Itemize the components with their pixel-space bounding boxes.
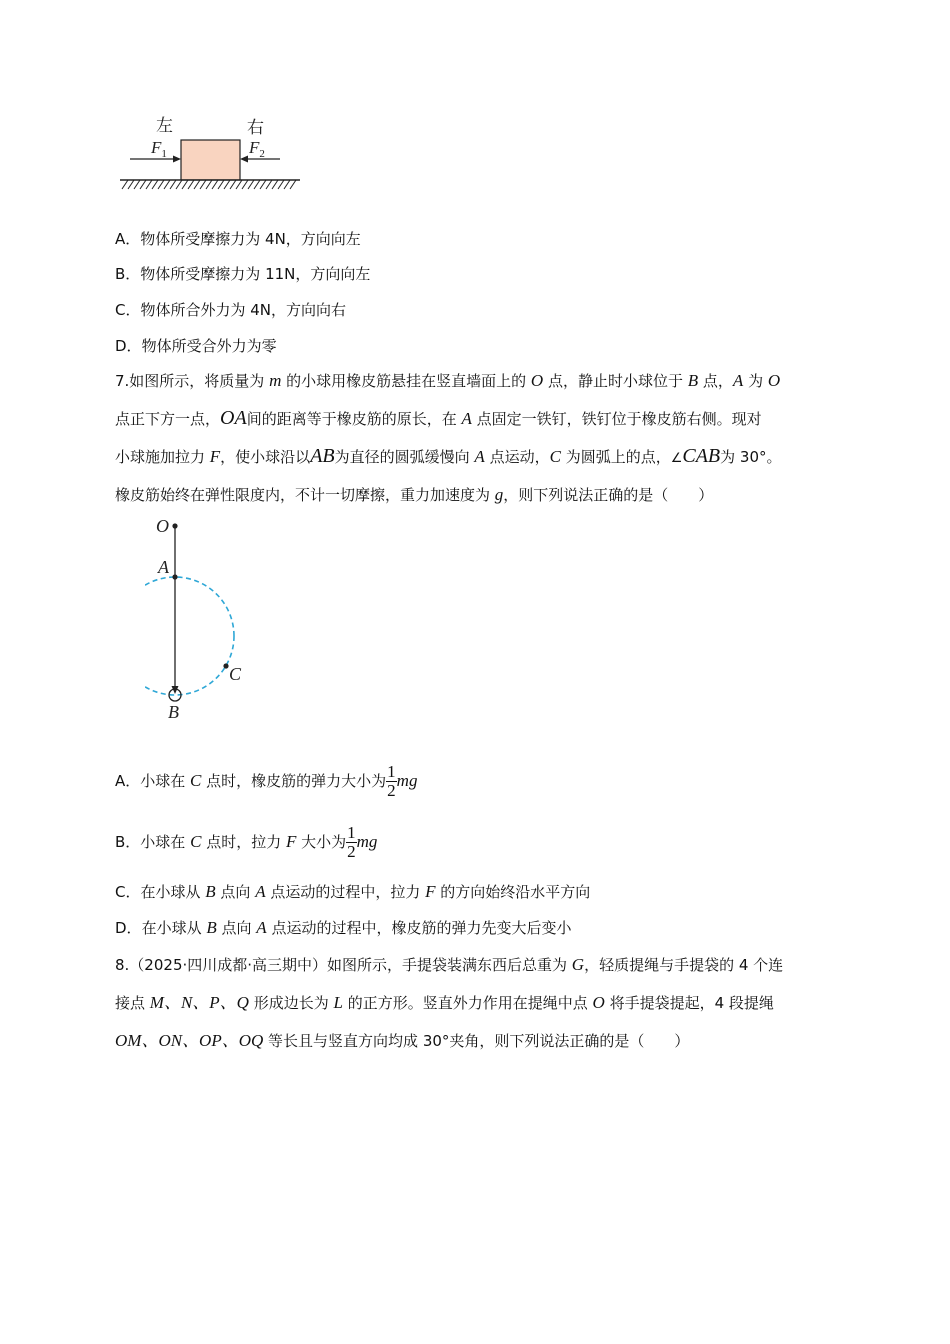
label-f1: $F_1$ [151, 138, 167, 160]
label-right: 右 [247, 118, 264, 138]
q7-option-c: C．在小球从 B 点向 A 点运动的过程中，拉力 F 的方向始终沿水平方向 [115, 882, 591, 901]
block [181, 140, 240, 180]
block-force-figure [118, 110, 303, 195]
label-b: B [168, 702, 179, 722]
force-f2-arrowhead [240, 156, 248, 163]
q6-option-b: B．物体所受摩擦力为 11N，方向向左 [115, 265, 371, 283]
q8-stem-line-1: 8.（2025·四川成都·高三期中）如图所示，手提袋装满东西后总重为 G，轻质提绳与手提袋的 4 个连 [115, 955, 784, 974]
q8-stem-line-3: OM、ON、OP、OQ 等长且与竖直方向均成 30°夹角，则下列说法正确的是（ ） [115, 1031, 690, 1050]
point-c-dot [223, 663, 228, 668]
q7-stem-line-4: 橡皮筋始终在弹性限度内，不计一切摩擦，重力加速度为 g，则下列说法正确的是（ ） [115, 485, 714, 504]
q7-stem-line-1: 7.如图所示，将质量为 m 的小球用橡皮筋悬挂在竖直墙面上的 O 点，静止时小球位于 B 点，A 为 O [115, 371, 781, 390]
q7-option-b: B．小球在 C 点时，拉力 F 大小为 $\frac{1}{2}$ mg [115, 823, 378, 861]
fraction-one-half: $\frac{1}{2}$ [387, 762, 396, 800]
point-a-dot [172, 574, 177, 579]
force-f1-arrowhead [173, 156, 181, 163]
arc-circle [145, 577, 234, 695]
point-o-dot [172, 523, 177, 528]
q7-stem-line-3: 小球施加拉力 F，使小球沿以AB为直径的圆弧缓慢向 A 点运动，C 为圆弧上的点，∠CAB为 30°。 [115, 445, 782, 467]
ground-hatching [122, 180, 296, 189]
label-c: C [229, 664, 242, 684]
rubber-band-circle-figure [145, 510, 255, 725]
label-a: A [158, 557, 169, 577]
q6-option-c: C．物体所合外力为 4N，方向向右 [115, 301, 347, 319]
q6-option-a: A．物体所受摩擦力为 4N，方向向左 [115, 230, 361, 248]
q7-option-a: A．小球在 C 点时，橡皮筋的弹力大小为 $\frac{1}{2}$ mg [115, 762, 418, 800]
q7-option-d: D．在小球从 B 点向 A 点运动的过程中，橡皮筋的弹力先变大后变小 [115, 918, 572, 937]
q7-stem-line-2: 点正下方一点，OA间的距离等于橡皮筋的原长，在 A 点固定一铁钉，铁钉位于橡皮筋右侧。现对 [115, 407, 762, 429]
q8-stem-line-2: 接点 M、N、P、Q 形成边长为 L 的正方形。竖直外力作用在提绳中点 O 将手提袋提起，4 段提绳 [115, 993, 774, 1012]
label-left: 左 [156, 116, 173, 136]
q6-option-d: D．物体所受合外力为零 [115, 337, 277, 355]
label-f2: $F_2$ [249, 138, 265, 160]
fraction-one-half: $\frac{1}{2}$ [347, 823, 356, 861]
label-o: O [156, 516, 169, 536]
